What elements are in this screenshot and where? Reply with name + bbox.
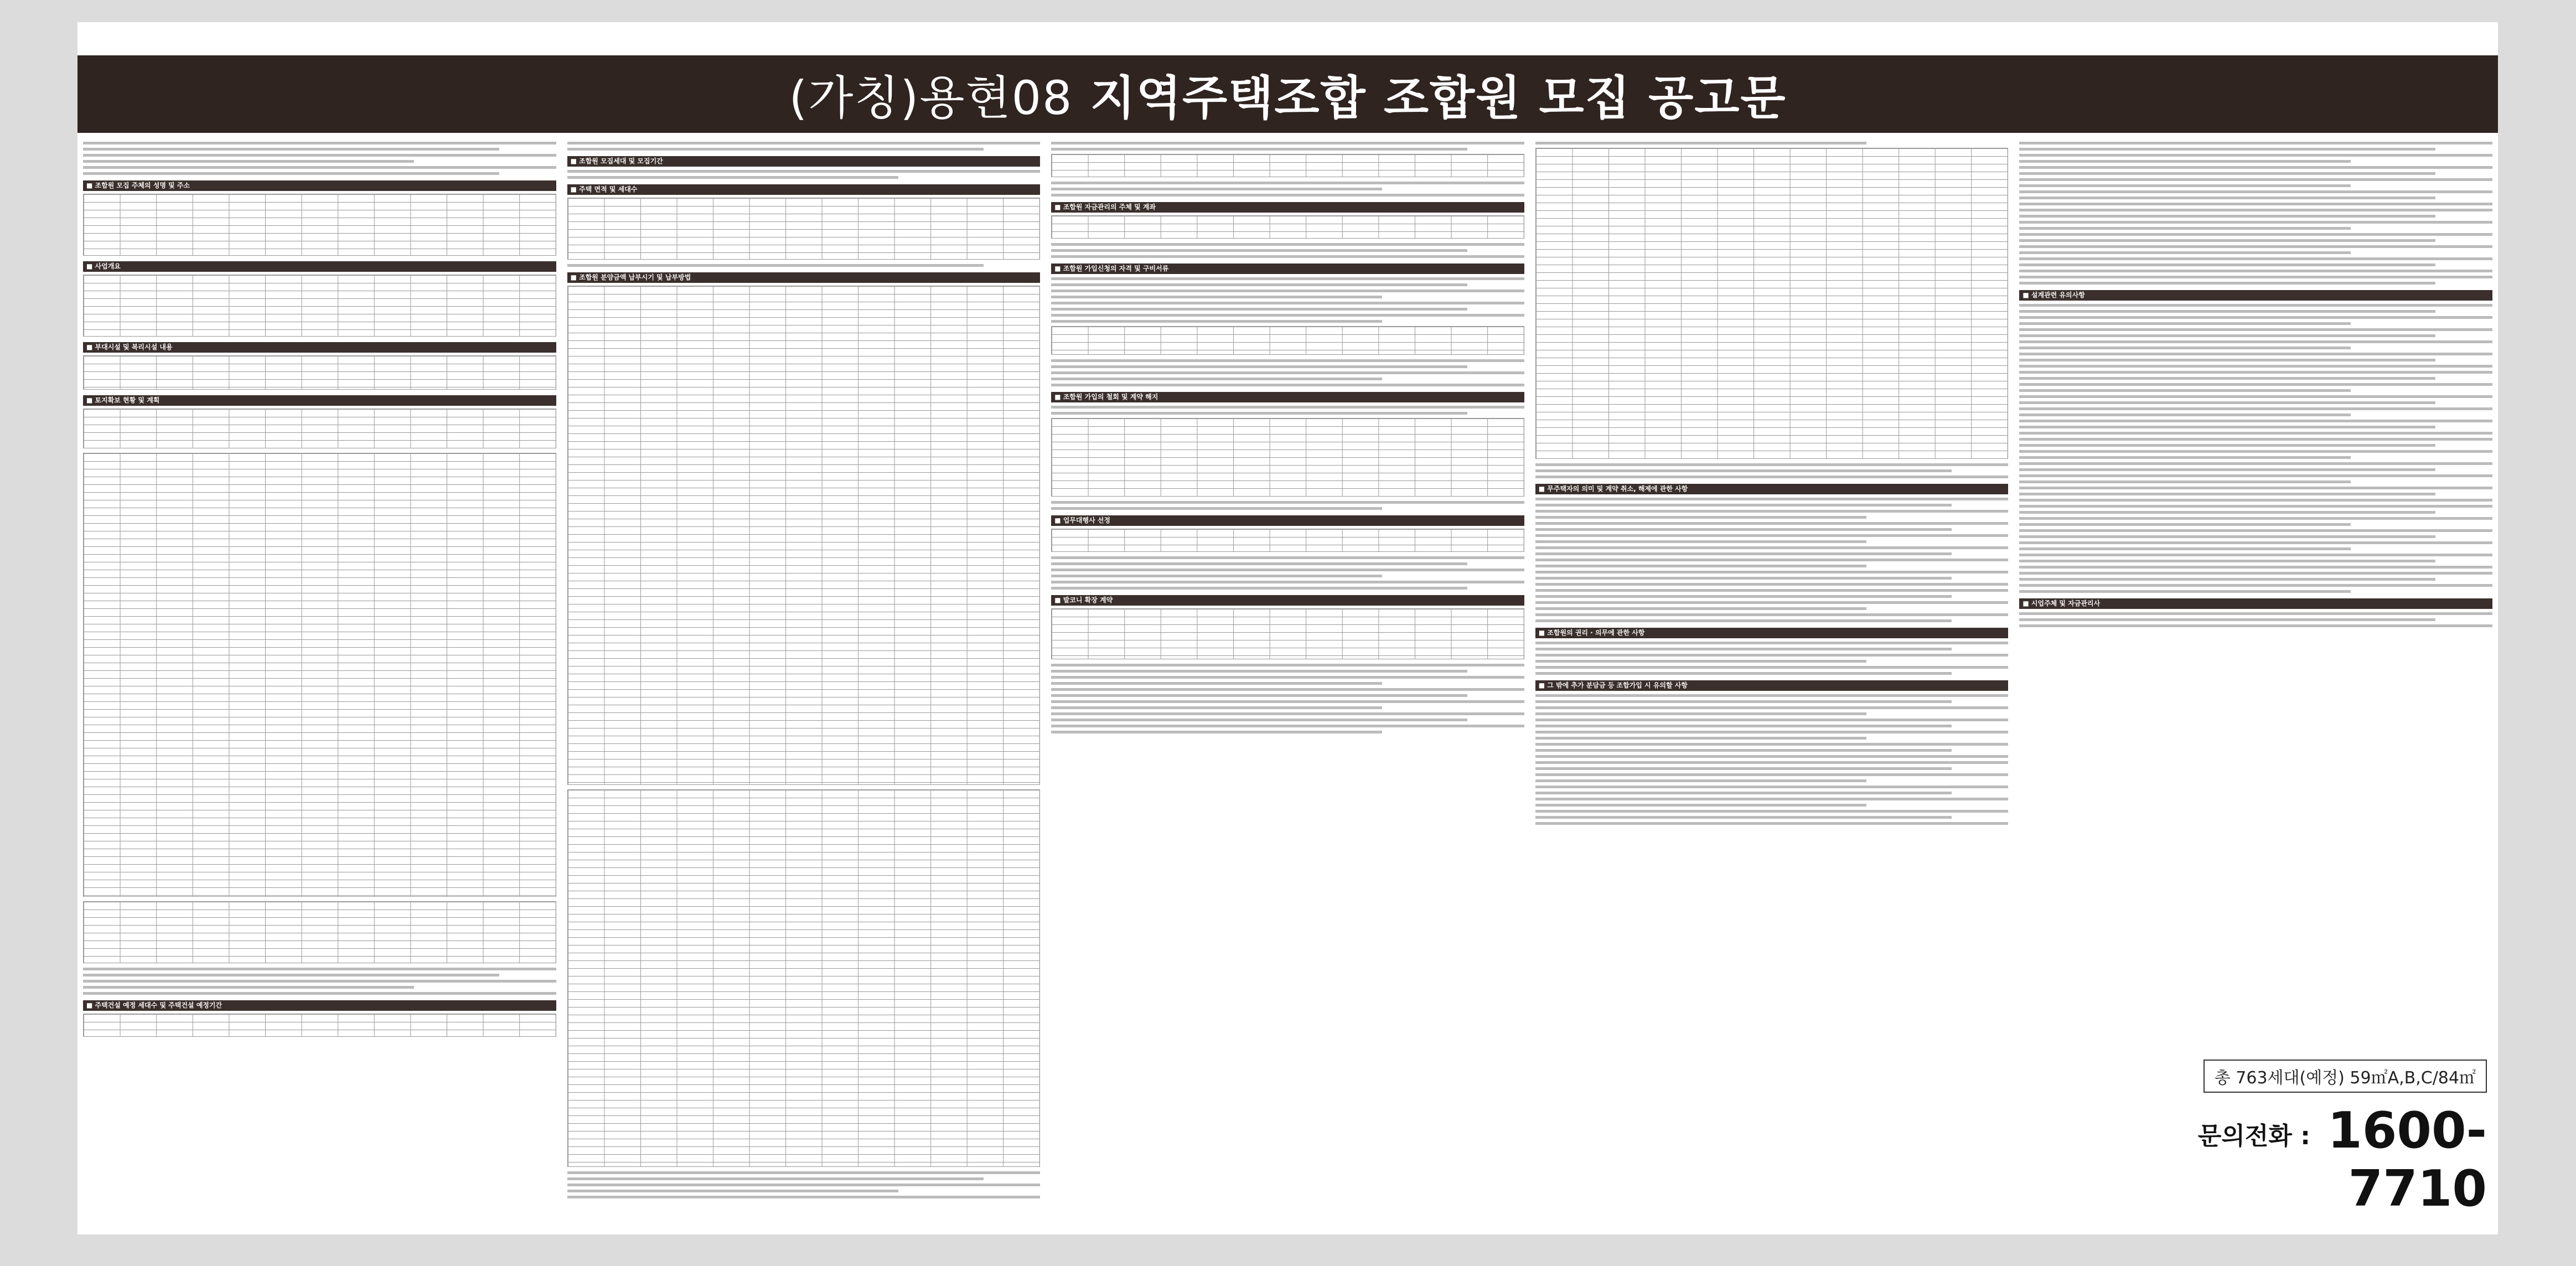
table [83, 409, 556, 448]
title-prefix: (가칭)용현08 [789, 70, 1073, 125]
section-heading: ■ 주택건설 예정 세대수 및 주택건설 예정기간 [83, 1000, 556, 1011]
title-banner [77, 55, 2498, 133]
table [567, 198, 1041, 260]
section-heading: ■ 시업주체 및 자금관리사 [2019, 598, 2492, 609]
section-heading: ■ 조합원 모집 주체의 성명 및 주소 [83, 180, 556, 191]
section-heading: ■ 그 밖에 추가 분담금 등 조합가입 시 유의할 사항 [1535, 680, 2009, 691]
table [1051, 418, 1524, 497]
phone-label: 문의전화 : [2197, 1122, 2310, 1151]
phone-contact [2088, 1102, 2487, 1218]
column-2 [567, 138, 1041, 1201]
section-heading: ■ 조합원 가입신청의 자격 및 구비서류 [1051, 263, 1524, 274]
section-heading: ■ 조합원 자금관리의 주체 및 계좌 [1051, 202, 1524, 213]
contact-box [2088, 1060, 2487, 1218]
section-heading: ■ 토지확보 현황 및 계획 [83, 395, 556, 406]
section-heading: ■ 무주택자의 의미 및 계약 취소, 해제에 관한 사항 [1535, 484, 2009, 494]
section-heading: ■ 부대시설 및 복리시설 내용 [83, 342, 556, 353]
table [567, 286, 1041, 785]
section-heading: ■ 발코니 확장 계약 [1051, 595, 1524, 606]
table [83, 355, 556, 390]
table [567, 789, 1041, 1167]
section-heading: ■ 주택 면적 및 세대수 [567, 184, 1041, 195]
table [1051, 215, 1524, 239]
section-heading: ■ 업무대행사 선정 [1051, 515, 1524, 526]
column-3 [1051, 138, 1524, 1201]
section-heading: ■ 사업개요 [83, 261, 556, 272]
table [1051, 608, 1524, 659]
column-5 [2019, 138, 2492, 1201]
table [83, 1014, 556, 1037]
section-heading: ■ 조합원 모집세대 및 모집기간 [567, 156, 1041, 167]
column-4 [1535, 138, 2009, 1201]
page-title [789, 61, 1786, 128]
notice-body [83, 138, 2492, 1201]
phone-number: 1600-7710 [2327, 1102, 2487, 1218]
section-heading: ■ 조합원의 권리 · 의무에 관한 사항 [1535, 628, 2009, 638]
table [1051, 154, 1524, 177]
table [1051, 326, 1524, 355]
table [83, 275, 556, 337]
column-1 [83, 138, 556, 1201]
notice-sheet [77, 22, 2498, 1234]
table [83, 194, 556, 256]
section-heading: ■ 설계관련 유의사항 [2019, 290, 2492, 301]
table [1535, 148, 2009, 459]
table [1051, 529, 1524, 552]
section-heading: ■ 조합원 가입의 철회 및 계약 해지 [1051, 392, 1524, 402]
unit-summary: 총 763세대(예정) 59㎡A,B,C/84㎡ [2203, 1060, 2487, 1093]
title-main: 지역주택조합 조합원 모집 공고문 [1090, 70, 1787, 125]
section-heading: ■ 조합원 분양금액 납부시기 및 납부방법 [567, 272, 1041, 283]
table [83, 453, 556, 897]
table [83, 901, 556, 963]
